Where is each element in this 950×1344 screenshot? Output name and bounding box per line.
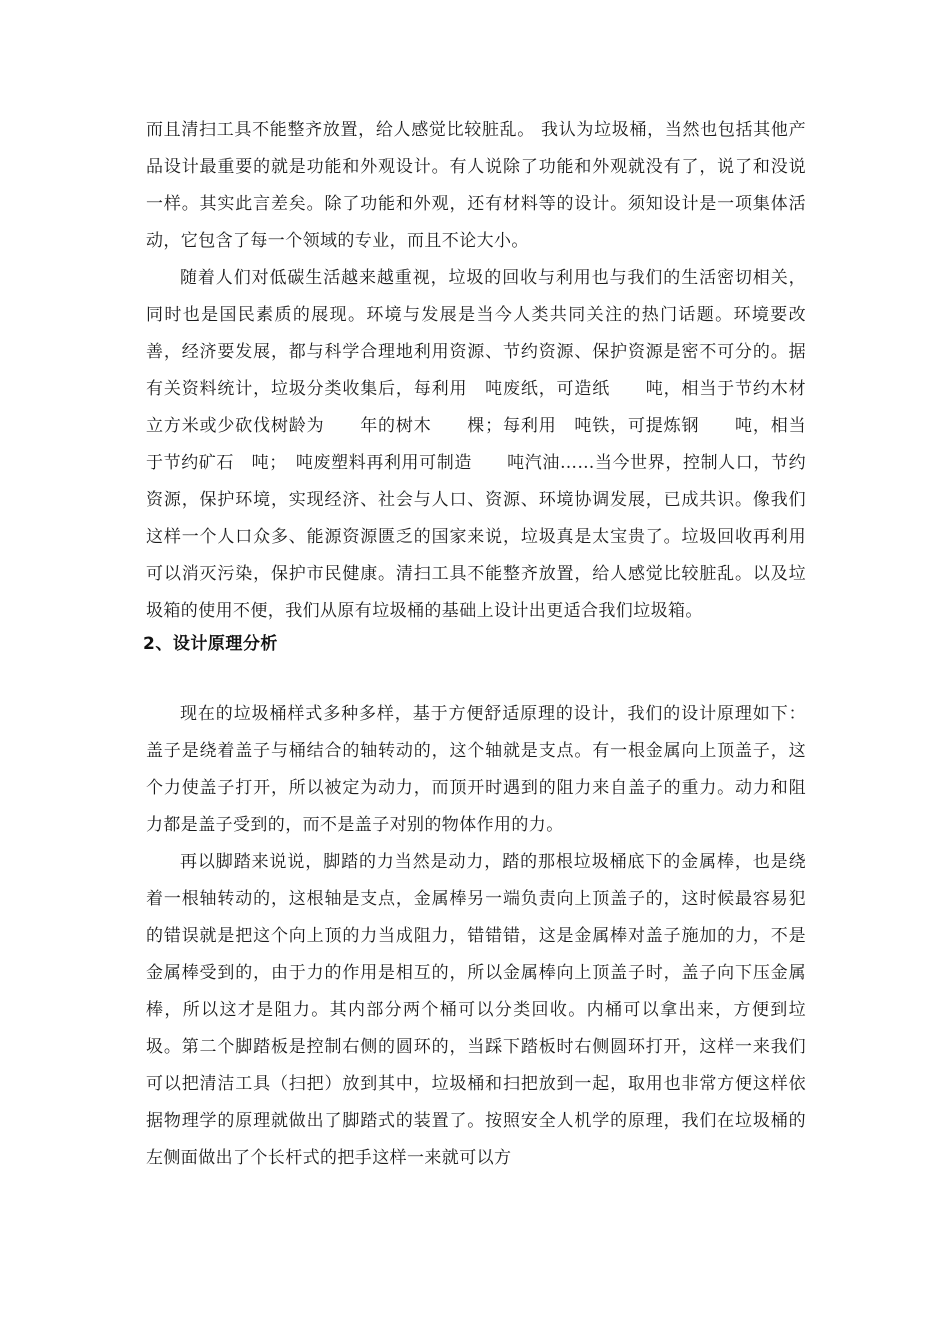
section-spacer [146, 658, 806, 696]
paragraph-intro-continuation: 而且清扫工具不能整齐放置，给人感觉比较脏乱。 我认为垃圾桶，当然也包括其他产品设计最重要的就是功能和外观设计。有人说除了功能和外观就没有了，说了和没说一样。其实此言差矣。除了功能和外观，还有材料等的设计。须知设计是一项集体活动，它包含了每一个领域的专业，而且不论大小。 [146, 120, 806, 251]
section-heading-design-principle: 2、设计原理分析 [143, 634, 278, 654]
document-body [143, 112, 824, 1177]
paragraph-pedal-principle: 再以脚踏来说说，脚踏的力当然是动力，踏的那根垃圾桶底下的金属棒，也是绕着一根轴转动的，这根轴是支点，金属棒另一端负责向上顶盖子的，这时候最容易犯的错误就是把这个向上顶的力当成阻力，错错错，这是金属棒对盖子施加的力，不是金属棒受到的，由于力的作用是相互的，所以金属棒向上顶盖子时，盖子向下压金属棒，所以这才是阻力。其内部分两个桶可以分类回收。内桶可以拿出来，方便到垃圾。第二个脚踏板是控制右侧的圆环的，当踩下踏板时右侧圆环打开，这样一来我们可以把清洁工具（扫把）放到其中，垃圾桶和扫把放到一起，取用也非常方便这样依据物理学的原理就做出了脚踏式的装置了。按照安全人机学的原理，我们在垃圾桶的左侧面做出了个长杆式的把手这样一来就可以方 [146, 852, 806, 1168]
paragraph-low-carbon: 随着人们对低碳生活越来越重视，垃圾的回收与利用也与我们的生活密切相关，同时也是国民素质的展现。环境与发展是当今人类共同关注的热门话题。环境要改善，经济要发展，都与科学合理地利用资源、节约资源、保护资源是密不可分的。据有关资料统计，垃圾分类收集后，每利用 吨废纸，可造纸 吨，相当于节约木材 立方米或少砍伐树龄为 年的树木 棵；每利用 吨铁，可提炼钢 吨，相当于节约矿石 吨； 吨废塑料再利用可制造 吨汽油……当今世界，控制人口，节约资源，保护环境，实现经济、社会与人口、资源、环境协调发展，已成共识。像我们这样一个人口众多、能源资源匮乏的国家来说，垃圾真是太宝贵了。垃圾回收再利用可以消灭污染，保护市民健康。清扫工具不能整齐放置，给人感觉比较脏乱。以及垃圾箱的使用不便，我们从原有垃圾桶的基础上设计出更适合我们垃圾箱。 [146, 268, 824, 621]
paragraph-lid-principle: 现在的垃圾桶样式多种多样，基于方便舒适原理的设计，我们的设计原理如下：盖子是绕着盖子与桶结合的轴转动的，这个轴就是支点。有一根金属向上顶盖子，这个力使盖子打开，所以被定为动力，而顶开时遇到的阻力来自盖子的重力。动力和阻力都是盖子受到的，而不是盖子对别的物体作用的力。 [146, 704, 806, 835]
